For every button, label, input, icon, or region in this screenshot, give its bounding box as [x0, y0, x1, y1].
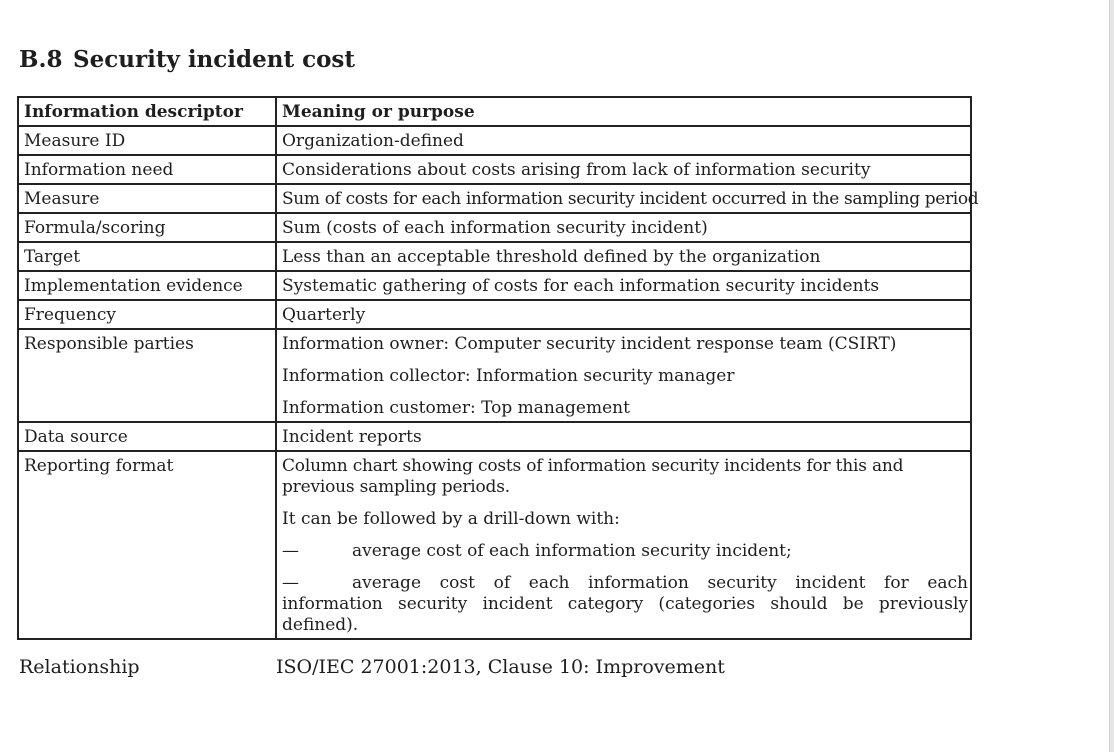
- dash-marker: —: [282, 573, 299, 593]
- row-value: Sum of costs for each information security incident occurred in the sampling period: [276, 184, 971, 213]
- row-value: Less than an acceptable threshold defined by the organization: [276, 242, 971, 271]
- row-label: Implementation evidence: [18, 271, 276, 300]
- row-value: Sum (costs of each information security incident): [276, 213, 971, 242]
- table-row: [18, 242, 971, 271]
- row-label: Responsible parties: [18, 329, 276, 422]
- table-row: [18, 184, 971, 213]
- table-row: [18, 155, 971, 184]
- row-value: Organization-defined: [276, 126, 971, 155]
- column-header: Information descriptor: [18, 97, 276, 126]
- section-title: Security incident cost: [73, 46, 356, 73]
- column-header: Meaning or purpose: [276, 97, 971, 126]
- section-heading: [19, 46, 355, 73]
- list-item: [282, 573, 968, 636]
- table-row: [18, 422, 971, 451]
- dash-marker: —: [282, 541, 299, 561]
- list-item: [282, 541, 968, 562]
- reporting-lead: It can be followed by a drill-down with:: [282, 509, 620, 529]
- section-number: B.8: [19, 46, 63, 73]
- row-value: [276, 451, 971, 639]
- list-item-text: average cost of each information security incident;: [352, 541, 792, 561]
- relationship-label: Relationship: [19, 656, 140, 678]
- row-label: Target: [18, 242, 276, 271]
- row-value: Considerations about costs arising from lack of information security: [276, 155, 971, 184]
- row-value: [276, 329, 971, 422]
- row-label: Measure ID: [18, 126, 276, 155]
- row-label: Data source: [18, 422, 276, 451]
- table-row: [18, 329, 971, 422]
- table-row: [18, 451, 971, 639]
- responsible-line: Information collector: Information security manager: [282, 366, 735, 386]
- responsible-line: Information customer: Top management: [282, 398, 630, 418]
- row-value: Incident reports: [276, 422, 971, 451]
- row-label: Formula/scoring: [18, 213, 276, 242]
- table-row: [18, 271, 971, 300]
- relationship-value: ISO/IEC 27001:2013, Clause 10: Improvement: [276, 656, 725, 678]
- table-row: [18, 126, 971, 155]
- row-label: Measure: [18, 184, 276, 213]
- row-label: Reporting format: [18, 451, 276, 639]
- table-row: [18, 213, 971, 242]
- measure-table: [17, 96, 979, 640]
- reporting-intro: Column chart showing costs of information security incidents for this and previous sampling periods.: [282, 456, 904, 497]
- page-edge: [1109, 0, 1114, 752]
- row-label: Frequency: [18, 300, 276, 329]
- responsible-line: Information owner: Computer security incident response team (CSIRT): [282, 334, 897, 354]
- relationship: [19, 656, 725, 678]
- row-value: Quarterly: [276, 300, 971, 329]
- table-header-row: [18, 97, 971, 126]
- list-item-text: average cost of each information security incident for each information security incident category (categories should be previously defined).: [282, 573, 968, 635]
- row-value: Systematic gathering of costs for each information security incidents: [276, 271, 971, 300]
- table-row: [18, 300, 971, 329]
- row-label: Information need: [18, 155, 276, 184]
